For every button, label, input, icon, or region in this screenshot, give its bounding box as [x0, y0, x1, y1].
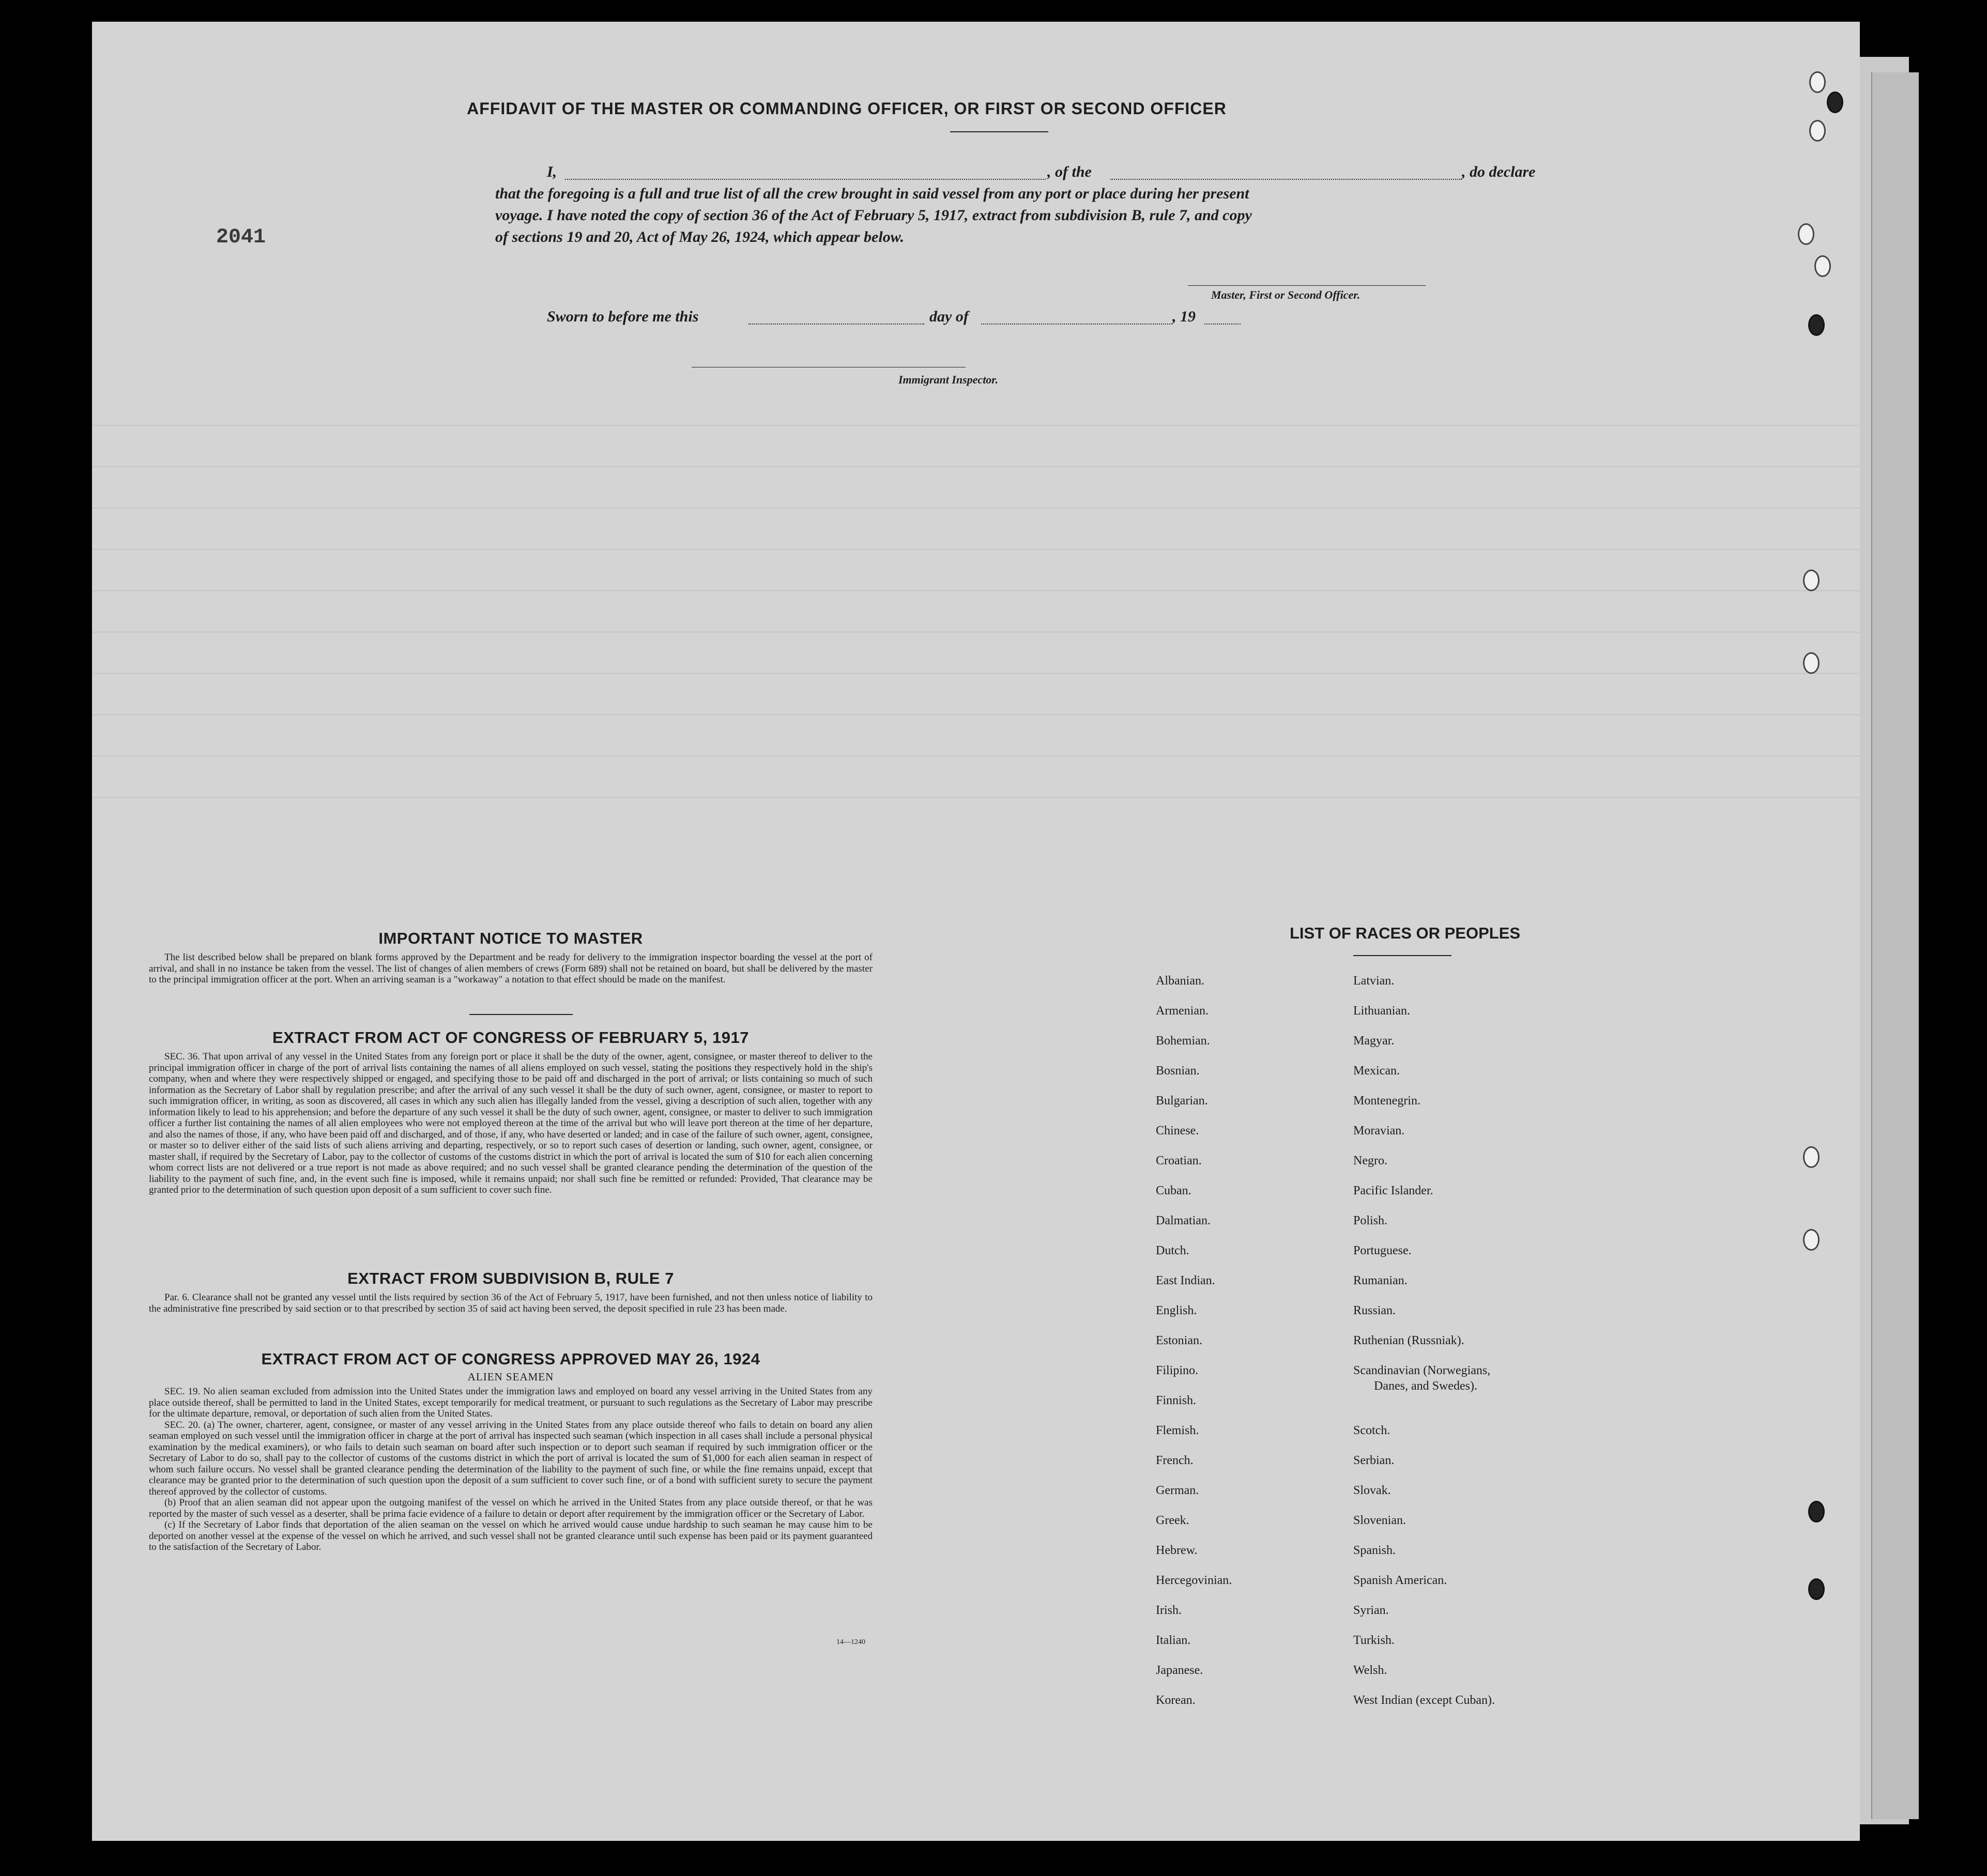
extract-1917-text: [149, 1051, 873, 1196]
race-item: Serbian.: [1353, 1454, 1395, 1467]
binding-hole: [1808, 314, 1825, 336]
rule7-text: [149, 1292, 873, 1314]
race-item: Polish.: [1353, 1214, 1388, 1227]
bleed-through-line: [92, 714, 1860, 715]
race-item: Magyar.: [1353, 1034, 1395, 1048]
race-item: Slovenian.: [1353, 1514, 1406, 1527]
par-6-paragraph: Par. 6. Clearance shall not be granted any vessel until the lists required by section 36 of the Act of February 5, 1917, have been furnished, and not then unless notice of liability to the administrative fine prescribed by said section or to that prescribed by section 35 of said act having been served, the deposit specified in rule 23 has been made.: [149, 1292, 873, 1314]
race-item: Syrian.: [1353, 1604, 1389, 1617]
form-number: 14—1240: [836, 1638, 865, 1646]
sworn-year-field[interactable]: [1204, 324, 1241, 325]
race-item: Croatian.: [1156, 1154, 1202, 1167]
binding-hole: [1814, 255, 1831, 277]
affidavit-line2: that the foregoing is a full and true list of all the crew brought in said vessel from any port or place during her present: [495, 185, 1249, 202]
race-item: Filipino.: [1156, 1364, 1199, 1377]
race-item: Finnish.: [1156, 1394, 1197, 1407]
binding-hole: [1808, 1501, 1825, 1523]
document-page: [92, 22, 1860, 1841]
race-item: English.: [1156, 1304, 1197, 1317]
sworn-month-field[interactable]: [981, 324, 1172, 325]
race-item: Montenegrin.: [1353, 1094, 1420, 1108]
race-item: Bosnian.: [1156, 1064, 1200, 1078]
affidavit-line1-end: , do declare: [1462, 163, 1536, 180]
race-item: Albanian.: [1156, 974, 1204, 988]
bleed-through-line: [92, 673, 1860, 674]
race-item: Japanese.: [1156, 1664, 1203, 1677]
notice-text: [149, 952, 873, 986]
affidavit-line3: voyage. I have noted the copy of section 36 of the Act of February 5, 1917, extract from subdivision B, rule 7, and copy: [495, 207, 1252, 224]
race-item: Dalmatian.: [1156, 1214, 1211, 1227]
race-item: Dutch.: [1156, 1244, 1189, 1257]
notice-title: IMPORTANT NOTICE TO MASTER: [378, 929, 643, 947]
race-item: Pacific Islander.: [1353, 1184, 1433, 1197]
race-item: West Indian (except Cuban).: [1353, 1694, 1495, 1707]
binding-hole: [1803, 652, 1820, 674]
race-item: Armenian.: [1156, 1004, 1209, 1018]
race-item: Rumanian.: [1353, 1274, 1408, 1287]
background-sheet-edge: [1871, 72, 1919, 1819]
race-item: Estonian.: [1156, 1334, 1202, 1347]
extract-1924-title: EXTRACT FROM ACT OF CONGRESS APPROVED MAY 26, 1924: [261, 1350, 760, 1368]
race-item: Ruthenian (Russniak).: [1353, 1334, 1464, 1347]
race-item: East Indian.: [1156, 1274, 1215, 1287]
bleed-through-line: [92, 549, 1860, 550]
race-item: Irish.: [1156, 1604, 1182, 1617]
title-rule: [950, 131, 1048, 132]
vessel-name-field[interactable]: [1110, 179, 1462, 180]
bleed-through-line: [92, 508, 1860, 509]
race-item: Portuguese.: [1353, 1244, 1412, 1257]
rule7-title: EXTRACT FROM SUBDIVISION B, RULE 7: [347, 1269, 674, 1287]
race-item: Spanish.: [1353, 1544, 1396, 1557]
binding-hole: [1803, 1229, 1820, 1251]
bleed-through-line: [92, 756, 1860, 757]
sworn-text-mid: day of: [929, 308, 969, 325]
race-item: Bulgarian.: [1156, 1094, 1208, 1108]
notice-paragraph: The list described below shall be prepared on blank forms approved by the Department and be ready for delivery to the immigration inspector boarding the vessel at the port of arrival, and shall in no instance be taken from the vessel. The list of changes of alien members of crews (Form 689) shall not be retained on board, but shall be delivered by the master to the principal immigration officer at the port. When an arriving seaman is a "workaway" a notation to that effect should be made on the manifest.: [149, 952, 873, 985]
affidavit-line1-start: I,: [547, 163, 557, 180]
race-item: Slovak.: [1353, 1484, 1391, 1497]
race-item: Russian.: [1353, 1304, 1396, 1317]
bleed-through-line: [92, 466, 1860, 467]
race-item: Mexican.: [1353, 1064, 1400, 1078]
race-item: Moravian.: [1353, 1124, 1405, 1137]
race-item: Welsh.: [1353, 1664, 1387, 1677]
extract-1924-text: [149, 1386, 873, 1553]
bleed-through-line: [92, 590, 1860, 591]
bleed-through-line: [92, 632, 1860, 633]
binding-hole: [1809, 120, 1826, 142]
affidavit-title: AFFIDAVIT OF THE MASTER OR COMMANDING OFFICER, OR FIRST OR SECOND OFFICER: [467, 99, 1227, 118]
extract-1917-title: EXTRACT FROM ACT OF CONGRESS OF FEBRUARY 5, 1917: [272, 1028, 749, 1047]
bleed-through-line: [92, 425, 1860, 426]
sec-20c-paragraph: (c) If the Secretary of Labor finds that deportation of the alien seaman on the vessel on which he arrived would cause undue hardship to such seaman he may cause him to be deported on another vessel at the expense of the vessel on which he arrived, and such vessel shall not be granted clearance until such expense has been paid or its payment guaranteed to the satisfaction of the Secretary of Labor.: [149, 1519, 873, 1552]
race-item: German.: [1156, 1484, 1199, 1497]
race-item-continued: Danes, and Swedes).: [1374, 1379, 1477, 1393]
race-item: Hercegovinian.: [1156, 1574, 1232, 1587]
race-item: Latvian.: [1353, 974, 1395, 988]
race-item: Greek.: [1156, 1514, 1189, 1527]
sec-19-paragraph: SEC. 19. No alien seaman excluded from admission into the United States under the immigration laws and employed on board any vessel arriving in the United States from any place outside thereof, shall be permitted to land in the United States, except temporarily for medical treatment, or pursuant to such regulations as the Secretary of Labor may prescribe for the ultimate departure, removal, or deportation of such alien from the United States.: [149, 1386, 873, 1419]
binding-hole: [1808, 1578, 1825, 1600]
race-item: Scandinavian (Norwegians,: [1353, 1364, 1491, 1377]
binding-hole: [1809, 71, 1826, 93]
race-item: Lithuanian.: [1353, 1004, 1410, 1018]
alien-seamen-subtitle: ALIEN SEAMEN: [467, 1371, 554, 1383]
race-item: Flemish.: [1156, 1424, 1199, 1437]
race-item: Negro.: [1353, 1154, 1387, 1167]
race-item: Cuban.: [1156, 1184, 1191, 1197]
sworn-text-start: Sworn to before me this: [547, 308, 699, 325]
race-item: Italian.: [1156, 1634, 1191, 1647]
sworn-day-field[interactable]: [748, 324, 924, 325]
binding-hole: [1798, 223, 1814, 245]
race-item: Korean.: [1156, 1694, 1196, 1707]
sworn-text-end: , 19: [1172, 308, 1196, 325]
sec-36-paragraph: SEC. 36. That upon arrival of any vessel in the United States from any foreign port or place it shall be the duty of the owner, agent, consignee, or master thereof to deliver to the principal immigration officer in charge of the port of arrival lists containing the names of all aliens employed on such vessel, stating the positions they respectively hold in the ship's company, when and where they were respectively shipped or engaged, and specifying those to be paid off and discharged in the port of arrival; or lists containing so much of such information as the Secretary of Labor shall by regulation prescribe; and after the arrival of any such vessel it shall be the duty of such owner, agent, consignee, or master to report to such immigration officer, in writing, as soon as discovered, all cases in which any such alien has illegally landed from the vessel, giving a description of such alien, together with any information likely to lead to his apprehension; and before the departure of any such vessel it shall be the duty of such owner, agent, consignee, or master to deliver to such immigration officer a further list containing the names of all alien employees who were not employed thereon at the time of the arrival but who will leave port thereon at the time of her departure, and also the names of those, if any, who have been paid off and discharged, and of those, if any, who have deserted or landed; and in case of the failure of such owner, agent, consignee, or master so to deliver either of the said lists of such aliens arriving and departing, respectively, or so to report such cases of desertion or landing, such owner, agent, consignee, or master shall, if required by the Secretary of Labor, pay to the collector of customs of the customs district in which the port of arrival is located the sum of $10 for each alien concerning whom correct lists are not delivered or a true report is not made as above required; and no such vessel shall be granted clearance pending the determination of the question of the liability to the payment of such fine, and, in the event such fine is imposed, while it remains unpaid; nor shall such fine be remitted or refunded: Provided, That clearance may be granted prior to the determination of such question upon deposit of a sum sufficient to cover such fine.: [149, 1051, 873, 1195]
race-item: Spanish American.: [1353, 1574, 1447, 1587]
race-item: French.: [1156, 1454, 1194, 1467]
races-rule: [1353, 955, 1451, 956]
race-item: Hebrew.: [1156, 1544, 1198, 1557]
race-item: Chinese.: [1156, 1124, 1199, 1137]
stamp-number: 2041: [216, 226, 266, 249]
section-rule: [469, 1014, 573, 1015]
inspector-label: Immigrant Inspector.: [898, 373, 999, 386]
race-item: Bohemian.: [1156, 1034, 1210, 1048]
affidavit-line4: of sections 19 and 20, Act of May 26, 1924, which appear below.: [495, 228, 905, 245]
master-signature-label: Master, First or Second Officer.: [1211, 288, 1361, 301]
bleed-through-line: [92, 797, 1860, 798]
sec-20a-paragraph: SEC. 20. (a) The owner, charterer, agent, consignee, or master of any vessel arriving in the United States from any place outside thereof who fails to detain on board any alien seaman employed on such vessel until the immigration officer in charge at the port of arrival has inspected such seaman (which inspection in all cases shall include a personal physical examination by the medical examiners), or who fails to detain such seaman on board after such inspection or to deport such seaman if required by such immigration officer or the Secretary of Labor to do so, shall pay to the collector of customs of the customs district in which the port of arrival is located the sum of $1,000 for each alien seaman in respect of whom such failure occurs. No vessel shall be granted clearance pending the determination of the liability to the payment of such fine, or while the fine remains unpaid, except that clearance may be granted prior to the determination of such question upon the deposit of a sum sufficient to cover such fine, or of a bond with sufficient surety to secure the payment thereof approved by the collector of customs.: [149, 1419, 873, 1497]
binding-hole: [1803, 1146, 1820, 1168]
race-item: Scotch.: [1353, 1424, 1390, 1437]
declarant-name-field[interactable]: [565, 179, 1046, 180]
binding-hole: [1803, 570, 1820, 591]
races-title: LIST OF RACES OR PEOPLES: [1289, 924, 1521, 942]
sec-20b-paragraph: (b) Proof that an alien seaman did not appear upon the outgoing manifest of the vessel on which he arrived in the United States from any place outside thereof, or that he was reported by the master of such vessel as a deserter, shall be prima facie evidence of a failure to detain or deport after requirement by the immigration officer or the Secretary of Labor.: [149, 1497, 873, 1519]
affidavit-line1-mid: , of the: [1047, 163, 1092, 180]
binding-hole: [1827, 91, 1843, 113]
race-item: Turkish.: [1353, 1634, 1395, 1647]
